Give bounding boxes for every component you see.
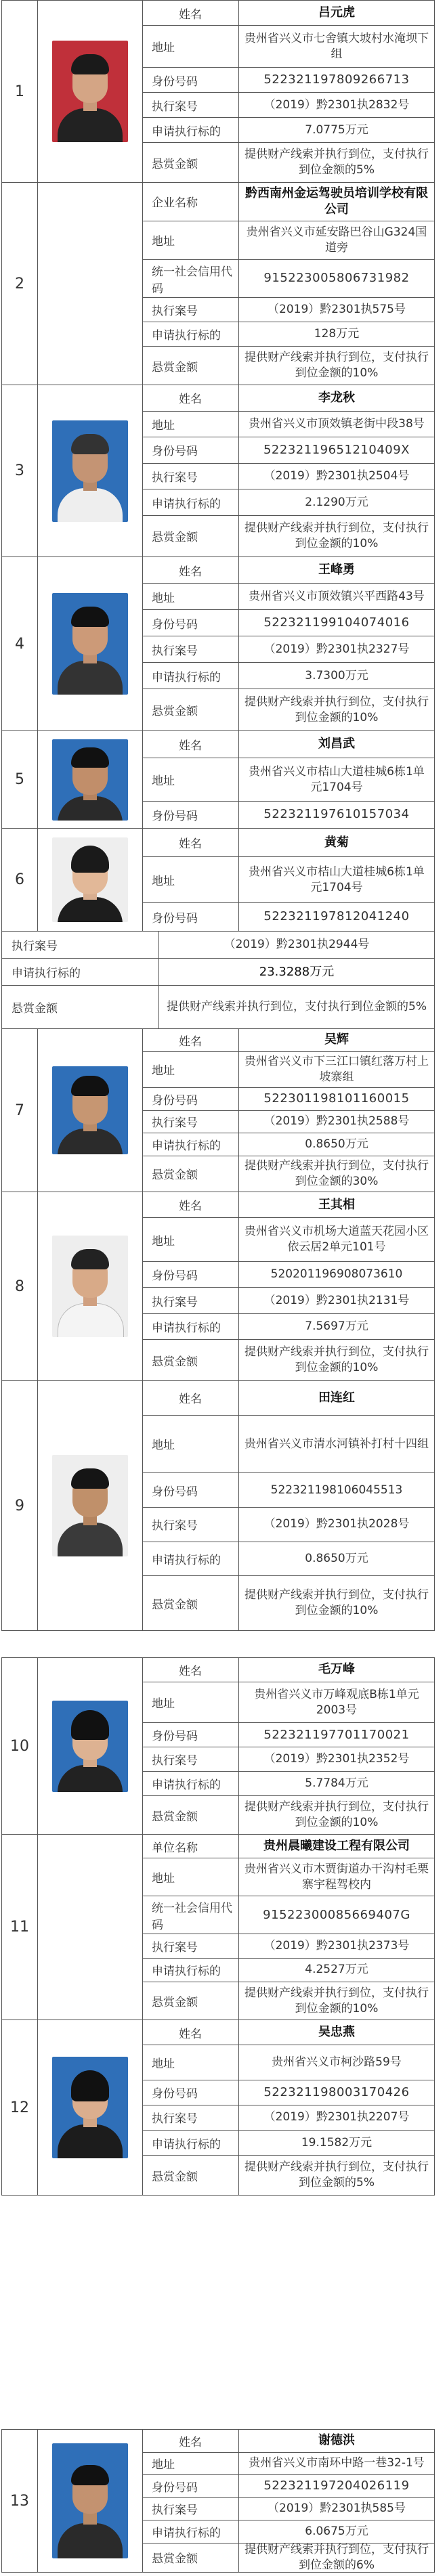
reward-value: 提供财产线索并执行到位，支付执行到位金额的10% — [244, 351, 429, 380]
entry-number: 9 — [2, 1381, 38, 1630]
label-address: 地址 — [142, 26, 239, 67]
address-value: 贵州省兴义市桔山大道桂城6栋1单元1704号 — [249, 764, 425, 794]
case-value: （2019）黔2301执2352号 — [263, 1752, 410, 1766]
amount-value: 4.2527万元 — [305, 1963, 368, 1977]
portrait-image — [52, 739, 128, 821]
id-value: 520201196908073610 — [270, 1267, 403, 1282]
id-value: 522321198106045513 — [270, 1483, 403, 1497]
entry-9 — [1, 1380, 435, 1631]
person-name: 毛万峰 — [318, 1662, 355, 1677]
label-address: 地址 — [142, 2453, 239, 2475]
reward-value: 提供财产线索并执行到位，支付执行到位金额的10% — [244, 521, 429, 550]
person-photo — [37, 2020, 143, 2195]
entry-3 — [1, 385, 435, 557]
address-value: 贵州省兴义市顶效镇兴平西路43号 — [249, 589, 425, 603]
person-name: 吴忠燕 — [318, 2024, 355, 2039]
case-value: （2019）黔2301执2373号 — [263, 1939, 410, 1952]
amount-value: 0.8650万元 — [305, 1552, 368, 1566]
reward-value: 提供财产线索并执行到位，支付执行到位金额的30% — [244, 1158, 429, 1188]
shared-case-5-6 — [1, 931, 435, 1029]
reward-value: 提供财产线索并执行到位，支付执行到位金额的5% — [167, 1000, 427, 1014]
id-value: 522321197204026119 — [263, 2479, 410, 2493]
portrait-image — [52, 593, 128, 695]
label-address: 地址 — [142, 1416, 239, 1473]
label-address: 地址 — [142, 1858, 239, 1896]
label-id: 身份号码 — [142, 802, 239, 828]
label-id: 身份号码 — [142, 610, 239, 636]
entry-number: 6 — [2, 829, 38, 931]
label-case: 执行案号 — [2, 932, 159, 958]
label-id: 身份号码 — [142, 2080, 239, 2105]
label-id: 身份号码 — [142, 1723, 239, 1747]
entry-11 — [1, 1834, 435, 2020]
entry-7 — [1, 1028, 435, 1192]
entry-number: 10 — [2, 1658, 38, 1834]
id-value: 522321197610157034 — [263, 807, 410, 822]
reward-value: 提供财产线索并执行到位，支付执行到位金额的5% — [244, 2160, 429, 2190]
label-address: 地址 — [142, 1682, 239, 1722]
label-id: 身份号码 — [142, 437, 239, 463]
entry-number: 11 — [2, 1835, 38, 2020]
case-value: （2019）黔2301执2504号 — [263, 469, 410, 483]
label-id: 身份号码 — [142, 68, 239, 92]
portrait-image — [52, 2057, 128, 2158]
label-amount: 申请执行标的 — [142, 1314, 239, 1339]
label-address: 地址 — [142, 758, 239, 801]
entry-12 — [1, 2020, 435, 2196]
portrait-image — [52, 1236, 128, 1337]
label-case: 执行案号 — [142, 1111, 239, 1133]
address-value: 贵州省兴义市延安路巴谷山G324国道旁 — [246, 225, 427, 255]
amount-value: 7.5697万元 — [305, 1319, 368, 1333]
person-name: 刘昌武 — [318, 737, 355, 751]
label-amount: 申请执行标的 — [142, 322, 239, 346]
label-amount: 申请执行标的 — [2, 959, 159, 985]
empty-photo-cell — [37, 183, 143, 385]
credit-code-value: 91522300085669407G — [263, 1907, 410, 1922]
label-name: 姓名 — [142, 1381, 239, 1415]
label-name: 姓名 — [142, 1, 239, 25]
label-address: 地址 — [142, 1218, 239, 1261]
entry-5 — [1, 730, 435, 829]
person-name: 黄菊 — [324, 835, 349, 850]
address-value: 贵州省兴义市下三江口镇红落万村上坡寨组 — [244, 1054, 429, 1084]
label-reward: 悬赏金额 — [142, 1982, 239, 2020]
amount-value: 23.3288万元 — [259, 964, 335, 979]
amount-value: 2.1290万元 — [305, 495, 368, 509]
reward-value: 提供财产线索并执行到位，支付执行到位金额的10% — [244, 1986, 429, 2015]
entry-number: 2 — [2, 183, 38, 385]
label-name: 姓名 — [142, 2020, 239, 2045]
address-value: 贵州省兴义市机场大道蓝天花园小区依云居2单元101号 — [244, 1225, 429, 1254]
person-photo — [37, 829, 143, 931]
label-name: 姓名 — [142, 1658, 239, 1682]
person-photo — [37, 1658, 143, 1834]
case-value: （2019）黔2301执2588号 — [263, 1114, 410, 1129]
person-name: 田连红 — [318, 1390, 355, 1405]
amount-value: 128万元 — [314, 327, 360, 341]
label-address: 地址 — [142, 412, 239, 437]
person-photo — [37, 1, 143, 182]
person-photo — [37, 2430, 143, 2572]
label-case: 执行案号 — [142, 298, 239, 322]
label-amount: 申请执行标的 — [142, 489, 239, 515]
person-photo — [37, 1029, 143, 1192]
company-name: 贵州晨曦建设工程有限公司 — [263, 1839, 410, 1854]
person-photo — [37, 731, 143, 828]
address-value: 贵州省兴义市桔山大道桂城6栋1单元1704号 — [249, 865, 425, 894]
label-case: 执行案号 — [142, 2498, 239, 2520]
case-value: （2019）黔2301执2832号 — [263, 97, 410, 112]
label-case: 执行案号 — [142, 1288, 239, 1313]
label-amount: 申请执行标的 — [142, 663, 239, 689]
reward-value: 提供财产线索并执行到位，支付执行到位金额的10% — [244, 1345, 429, 1375]
label-reward: 悬赏金额 — [142, 2156, 239, 2195]
address-value: 贵州省兴义市柯沙路59号 — [272, 2055, 402, 2069]
company-name: 黔西南州金运驾驶员培训学校有限公司 — [245, 185, 428, 217]
id-value: 522301198101160015 — [263, 1091, 410, 1106]
entry-8 — [1, 1192, 435, 1381]
id-value: 52232119651210409X — [263, 442, 410, 457]
portrait-image — [52, 1701, 128, 1792]
entry-10 — [1, 1657, 435, 1835]
amount-value: 5.7784万元 — [305, 1776, 368, 1791]
case-value: （2019）黔2301执2944号 — [224, 938, 370, 952]
case-value: （2019）黔2301执585号 — [268, 2502, 406, 2516]
address-value: 贵州省兴义市清水河镇补打村十四组 — [244, 1437, 429, 1451]
portrait-image — [52, 837, 128, 922]
entry-number: 8 — [2, 1192, 38, 1380]
label-reward: 悬赏金额 — [142, 347, 239, 385]
label-name: 姓名 — [142, 2430, 239, 2452]
reward-value: 提供财产线索并执行到位，支付执行到位金额的10% — [244, 1800, 429, 1830]
address-value: 贵州省兴义市南环中路一巷32-1号 — [249, 2456, 425, 2470]
label-reward: 悬赏金额 — [142, 516, 239, 556]
label-amount: 申请执行标的 — [142, 1772, 239, 1795]
person-photo — [37, 557, 143, 730]
person-name: 王其相 — [318, 1197, 355, 1212]
person-name: 吕元虎 — [318, 5, 355, 20]
label-unit: 单位名称 — [142, 1835, 239, 1858]
id-value: 522321197701170021 — [263, 1727, 410, 1742]
id-value: 522321199104074016 — [263, 615, 410, 630]
person-name: 吴辉 — [324, 1032, 349, 1047]
label-reward: 悬赏金额 — [142, 689, 239, 730]
amount-value: 0.8650万元 — [305, 1137, 368, 1151]
entry-2 — [1, 182, 435, 385]
person-photo — [37, 385, 143, 556]
portrait-image — [52, 41, 128, 142]
portrait-image — [52, 420, 128, 522]
label-name: 姓名 — [142, 1029, 239, 1051]
reward-value: 提供财产线索并执行到位，支付执行到位金额的5% — [244, 148, 429, 177]
id-value: 522321197809266713 — [263, 72, 410, 87]
credit-code-value: 915223005806731982 — [263, 271, 410, 286]
label-case: 执行案号 — [142, 1934, 239, 1957]
entry-6 — [1, 828, 435, 932]
person-photo — [37, 1192, 143, 1380]
portrait-image — [52, 2443, 128, 2558]
label-name: 姓名 — [142, 557, 239, 583]
amount-value: 3.7300万元 — [305, 668, 368, 682]
entry-13 — [1, 2429, 435, 2573]
label-id: 身份号码 — [142, 1088, 239, 1110]
label-id: 身份号码 — [142, 2475, 239, 2497]
entry-number: 1 — [2, 1, 38, 182]
label-address: 地址 — [142, 2045, 239, 2080]
address-value: 贵州省兴义市木贾街道办干沟村毛栗寨宇程驾校内 — [244, 1862, 429, 1892]
amount-value: 19.1582万元 — [301, 2135, 372, 2149]
label-credit: 统一社会信用代码 — [142, 260, 239, 298]
label-reward: 悬赏金额 — [142, 1156, 239, 1192]
entry-number: 3 — [2, 385, 38, 556]
entry-number: 5 — [2, 731, 38, 828]
label-case: 执行案号 — [142, 1747, 239, 1771]
label-reward: 悬赏金额 — [142, 1340, 239, 1380]
label-address: 地址 — [142, 857, 239, 902]
label-name: 姓名 — [142, 385, 239, 411]
label-amount: 申请执行标的 — [142, 2131, 239, 2155]
label-reward: 悬赏金额 — [142, 2544, 239, 2572]
amount-value: 6.0675万元 — [305, 2524, 368, 2538]
entry-4 — [1, 556, 435, 731]
label-reward: 悬赏金额 — [2, 986, 159, 1028]
label-case: 执行案号 — [142, 2105, 239, 2130]
label-name: 姓名 — [142, 731, 239, 758]
label-address: 地址 — [142, 1052, 239, 1087]
label-reward: 悬赏金额 — [142, 143, 239, 182]
person-name: 王峰勇 — [318, 562, 355, 577]
id-value: 522321197812041240 — [263, 909, 410, 924]
reward-value: 提供财产线索并执行到位，支付执行到位金额的10% — [244, 1588, 429, 1618]
id-value: 522321198003170426 — [263, 2084, 410, 2099]
label-address: 地址 — [142, 584, 239, 609]
address-value: 贵州省兴义市七舍镇大坡村水淹坝下组 — [244, 31, 429, 61]
label-company: 企业名称 — [142, 183, 239, 221]
case-value: （2019）黔2301执2327号 — [263, 642, 410, 656]
entry-number: 4 — [2, 557, 38, 730]
entry-number: 7 — [2, 1029, 38, 1192]
label-reward: 悬赏金额 — [142, 1796, 239, 1834]
label-name: 姓名 — [142, 1192, 239, 1217]
label-amount: 申请执行标的 — [142, 1133, 239, 1156]
case-value: （2019）黔2301执2131号 — [263, 1293, 410, 1307]
person-name: 谢德洪 — [318, 2433, 355, 2448]
entry-number: 13 — [2, 2430, 38, 2572]
label-case: 执行案号 — [142, 464, 239, 489]
label-case: 执行案号 — [142, 1508, 239, 1542]
label-reward: 悬赏金额 — [142, 1576, 239, 1630]
label-credit: 统一社会信用代码 — [142, 1896, 239, 1934]
case-value: （2019）黔2301执2207号 — [263, 2110, 410, 2124]
case-value: （2019）黔2301执575号 — [268, 303, 406, 317]
case-value: （2019）黔2301执2028号 — [263, 1517, 410, 1531]
label-amount: 申请执行标的 — [142, 1959, 239, 1982]
label-address: 地址 — [142, 221, 239, 259]
label-name: 姓名 — [142, 829, 239, 856]
label-id: 身份号码 — [142, 1473, 239, 1507]
amount-value: 7.0775万元 — [305, 123, 368, 137]
label-amount: 申请执行标的 — [142, 1542, 239, 1576]
empty-photo-cell — [37, 1835, 143, 2020]
person-name: 李龙秋 — [318, 390, 355, 405]
person-photo — [37, 1381, 143, 1630]
label-id: 身份号码 — [142, 903, 239, 931]
address-value: 贵州省兴义市顶效镇老街中段38号 — [249, 416, 425, 431]
portrait-image — [52, 1455, 128, 1556]
address-value: 贵州省兴义市万峰观底B栋1单元2003号 — [254, 1687, 419, 1717]
entry-number: 12 — [2, 2020, 38, 2195]
label-amount: 申请执行标的 — [142, 2520, 239, 2543]
label-case: 执行案号 — [142, 636, 239, 662]
entry-1 — [1, 0, 435, 183]
reward-value: 提供财产线索并执行到位，支付执行到位金额的6% — [244, 2542, 429, 2572]
reward-value: 提供财产线索并执行到位，支付执行到位金额的10% — [244, 695, 429, 724]
label-amount: 申请执行标的 — [142, 118, 239, 142]
portrait-image — [52, 1066, 128, 1154]
label-id: 身份号码 — [142, 1262, 239, 1287]
label-case: 执行案号 — [142, 93, 239, 117]
